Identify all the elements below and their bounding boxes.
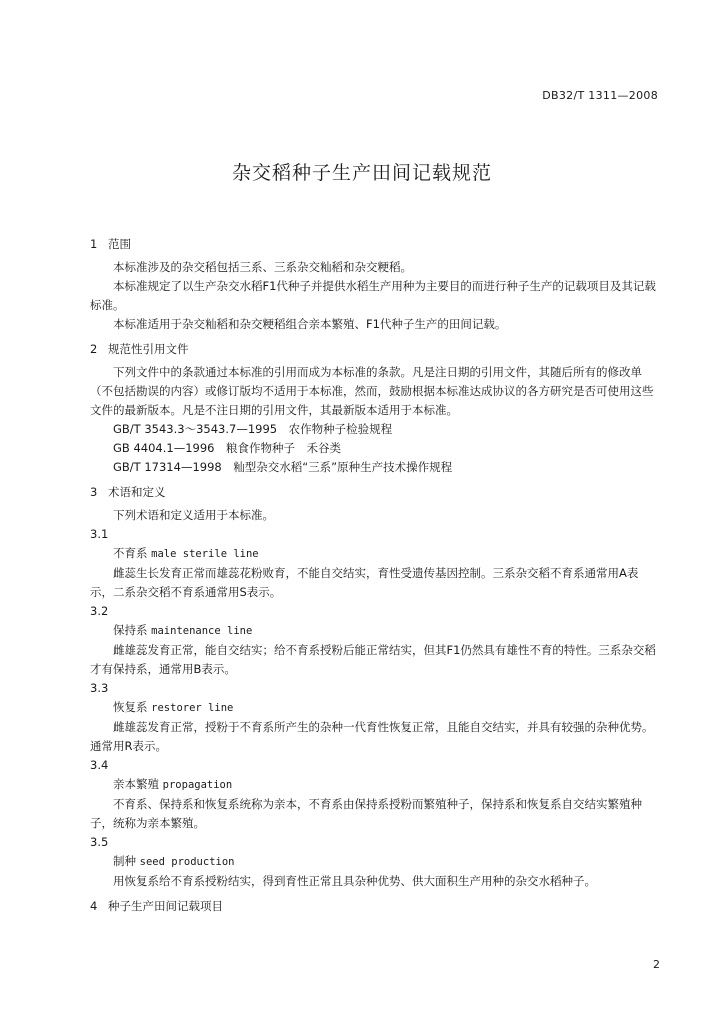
page-number: 2 — [653, 958, 660, 971]
term-number: 3.5 — [90, 835, 109, 849]
document-body — [90, 235, 660, 920]
paragraph: 下列术语和定义适用于本标准。 — [113, 508, 274, 522]
term-name-en: restorer line — [151, 702, 234, 714]
section-heading — [90, 897, 660, 916]
term-name — [90, 621, 660, 641]
section-4 — [90, 897, 660, 916]
section-3 — [90, 483, 660, 891]
section-title: 种子生产田间记载项目 — [108, 899, 223, 913]
term-definition: 雌雄蕊发育正常，能自交结实；给不育系授粉后能正常结实，但其F1仍然具有雄性不育的特性。三系杂交稻才有保持系，通常用B表示。 — [90, 643, 656, 676]
term-definition: 不育系、保持系和恢复系统称为亲本，不育系由保持系授粉而繁殖种子，保持系和恢复系自交结实繁殖种子，统称为亲本繁殖。 — [90, 797, 642, 830]
section-number: 2 — [90, 342, 98, 356]
term-name — [90, 698, 660, 718]
term-name-cn: 保持系 — [113, 623, 148, 637]
term-number: 3.4 — [90, 758, 109, 772]
term-name — [90, 775, 660, 795]
document-title: 杂交稻种子生产田间记载规范 — [231, 162, 492, 184]
term-number: 3.1 — [90, 527, 109, 541]
term-number: 3.3 — [90, 681, 109, 695]
term-name-cn: 制种 — [113, 854, 136, 868]
term-number: 3.2 — [90, 604, 109, 618]
term-entry — [90, 833, 660, 891]
section-heading — [90, 235, 660, 254]
paragraph: 下列文件中的条款通过本标准的引用而成为本标准的条款。凡是注日期的引用文件，其随后所有的修改单（不包括勘误的内容）或修订版均不适用于本标准，然而，鼓励根据本标准达成协议的各方研究是否可使用这些文件的最新版本。凡是不注日期的引用文件，其最新版本适用于本标准。 — [90, 365, 654, 417]
term-name-en: male sterile line — [151, 548, 259, 560]
term-name-cn: 亲本繁殖 — [113, 777, 159, 791]
term-entry — [90, 679, 660, 756]
reference-item: GB/T 3543.3～3543.7—1995 农作物种子检验规程 — [113, 422, 393, 436]
term-name — [90, 544, 660, 564]
section-number: 4 — [90, 899, 98, 913]
section-number: 3 — [90, 485, 98, 499]
section-2 — [90, 340, 660, 477]
term-definition: 用恢复系给不育系授粉结实，得到育性正常且具杂种优势、供大面积生产用种的杂交水稻种子。 — [113, 874, 596, 888]
section-number: 1 — [90, 237, 98, 251]
term-definition: 雌蕊生长发育正常而雄蕊花粉败育，不能自交结实，育性受遗传基因控制。三系杂交稻不育系通常用A表示，二系杂交稻不育系通常用S表示。 — [90, 566, 639, 599]
paragraph: 本标准适用于杂交籼稻和杂交粳稻组合亲本繁殖、F1代种子生产的田间记载。 — [113, 317, 507, 331]
paragraph: 本标准规定了以生产杂交水稻F1代种子并提供水稻生产用种为主要目的而进行种子生产的记载项目及其记载标准。 — [90, 279, 656, 312]
section-title: 范围 — [108, 237, 131, 251]
term-name — [90, 852, 660, 872]
term-name-cn: 不育系 — [113, 546, 148, 560]
reference-item: GB/T 17314—1998 籼型杂交水稻“三系”原种生产技术操作规程 — [113, 460, 453, 474]
section-heading — [90, 340, 660, 359]
term-definition: 雌雄蕊发育正常，授粉于不育系所产生的杂种一代育性恢复正常，且能自交结实，并具有较强的杂种优势。通常用R表示。 — [90, 720, 654, 753]
term-name-en: seed production — [139, 856, 235, 868]
reference-item: GB 4404.1—1996 粮食作物种子 禾谷类 — [113, 441, 341, 455]
term-name-en: propagation — [162, 779, 233, 791]
section-title: 规范性引用文件 — [108, 342, 189, 356]
paragraph: 本标准涉及的杂交稻包括三系、三系杂交籼稻和杂交粳稻。 — [113, 260, 412, 274]
section-1 — [90, 235, 660, 334]
section-heading — [90, 483, 660, 502]
section-title: 术语和定义 — [108, 485, 166, 499]
term-entry — [90, 525, 660, 602]
term-name-cn: 恢复系 — [113, 700, 148, 714]
term-entry — [90, 756, 660, 833]
term-name-en: maintenance line — [151, 625, 253, 637]
doc-code: DB32/T 1311—2008 — [542, 89, 658, 102]
term-entry — [90, 602, 660, 679]
